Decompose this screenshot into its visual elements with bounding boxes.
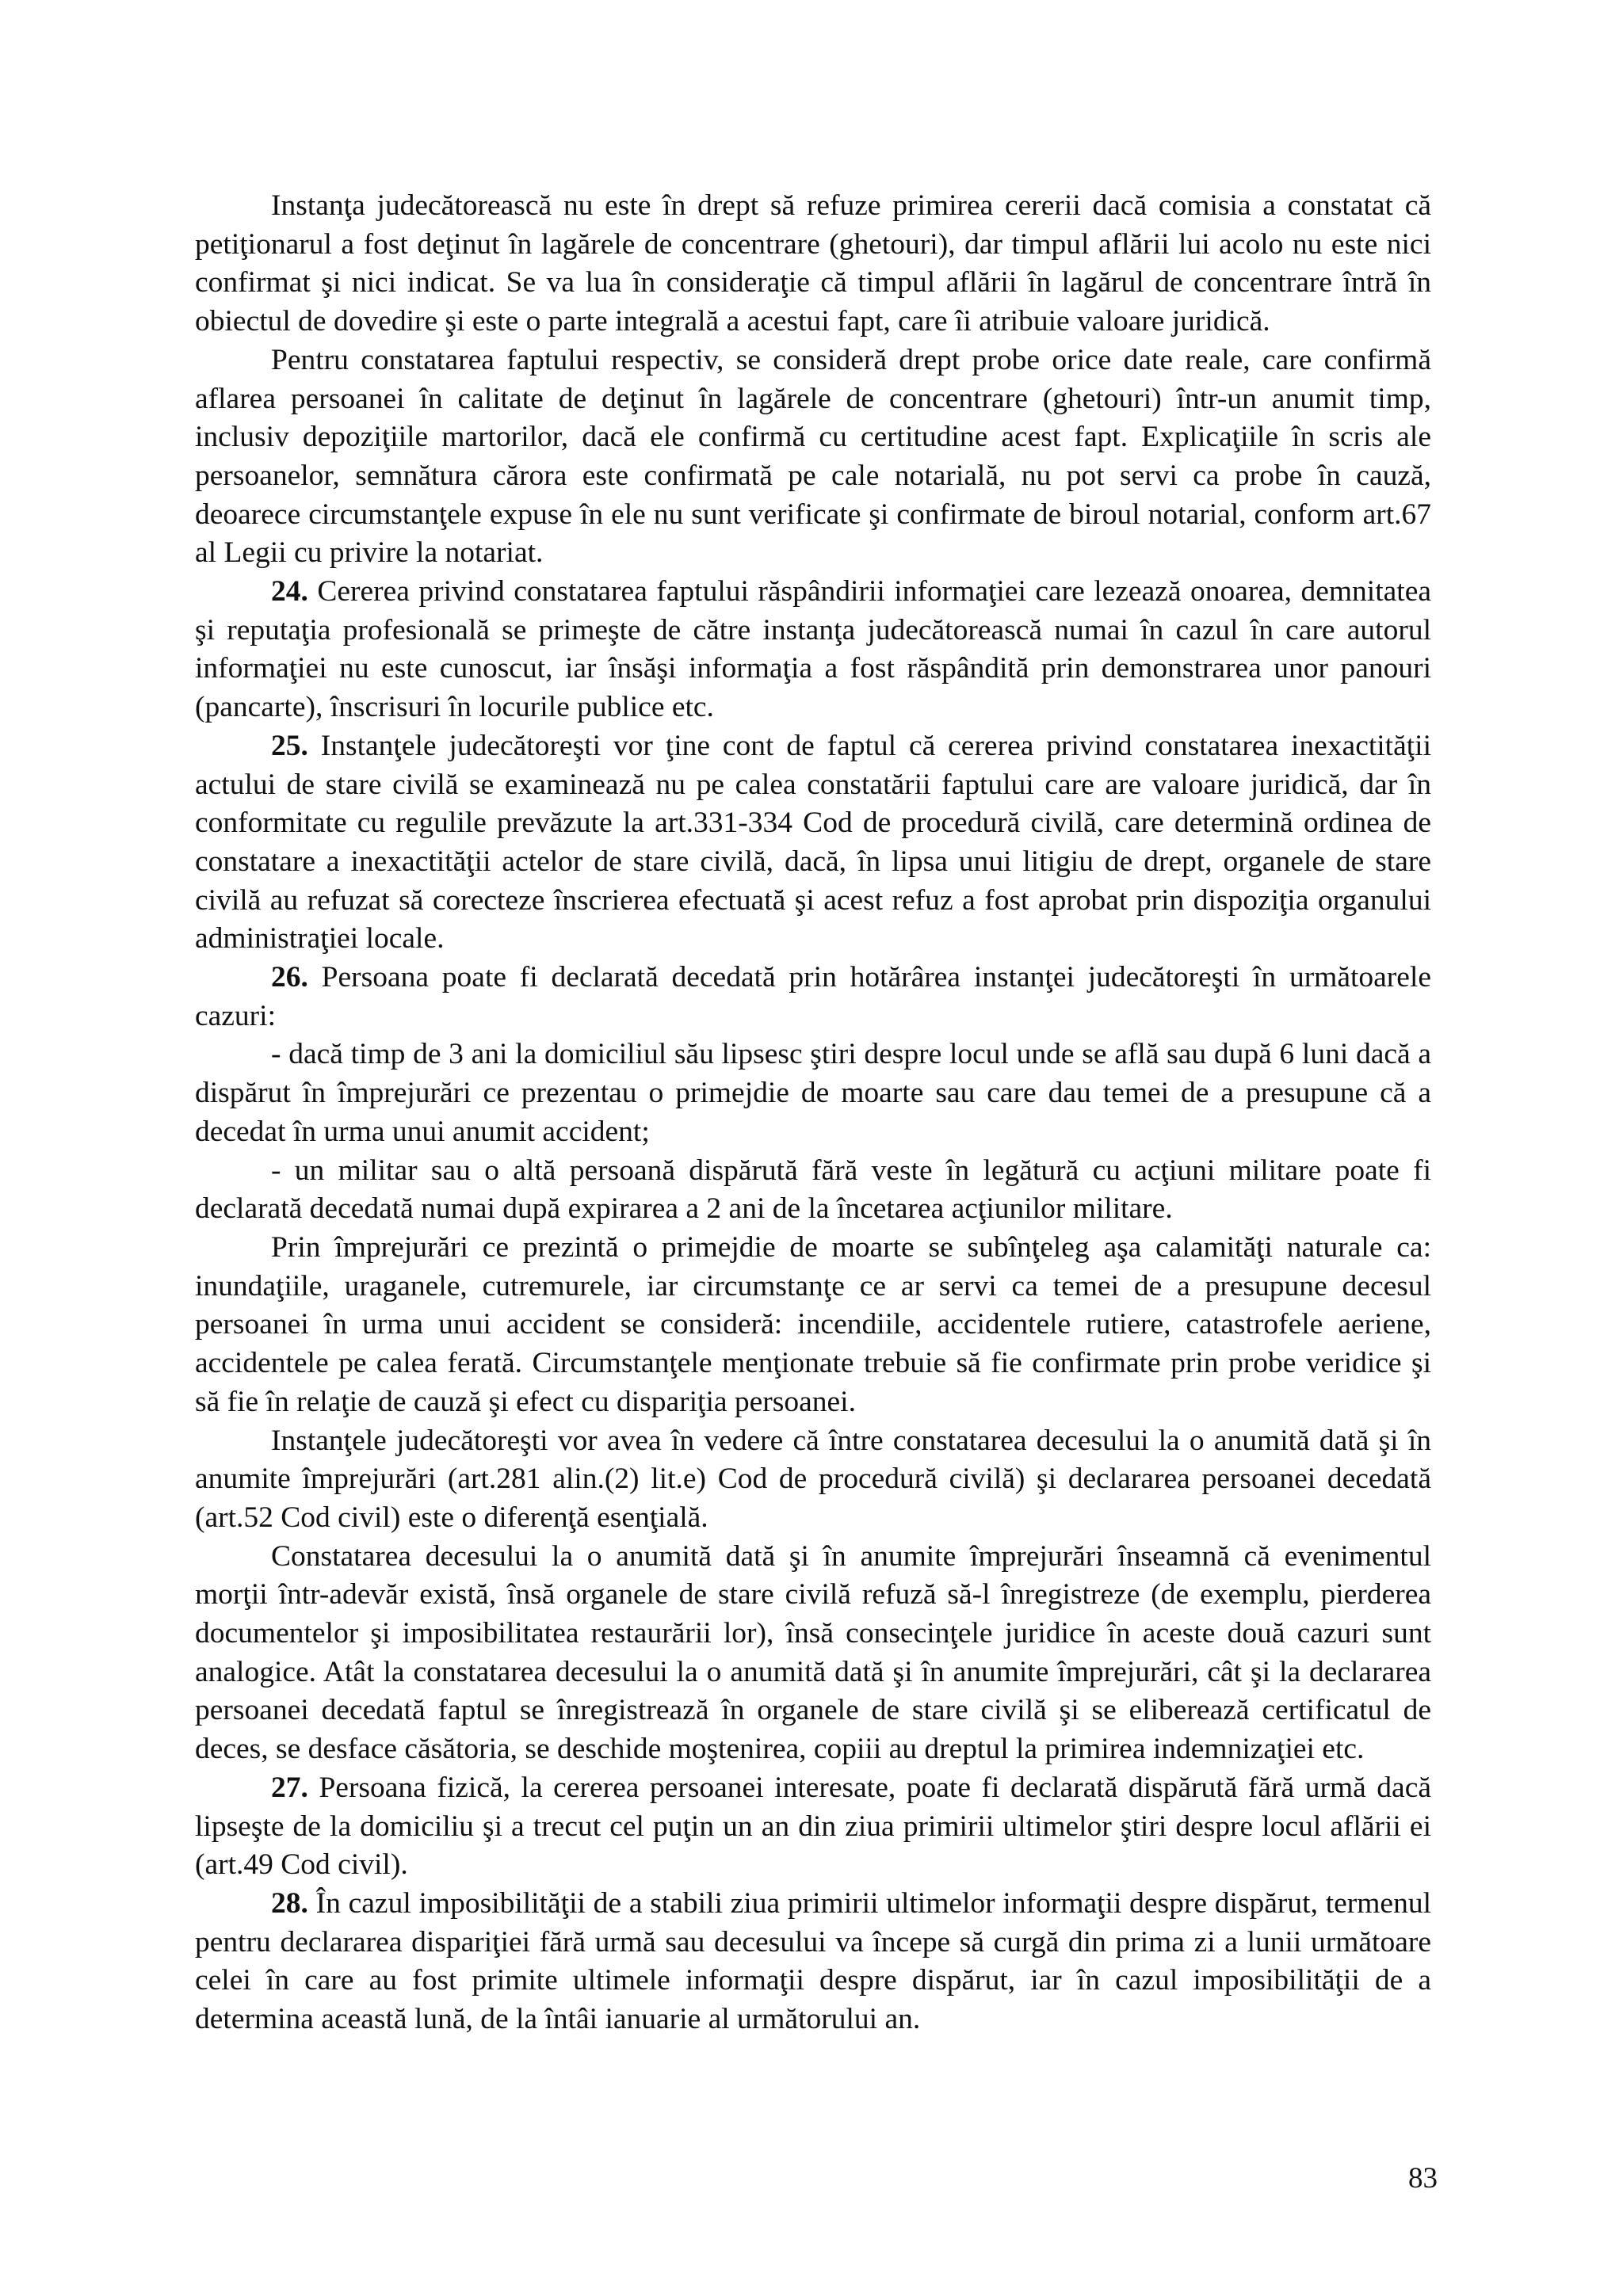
paragraph-text: Instanţele judecătoreşti vor avea în vedere că între constatarea decesului la o anumită dată şi în anumite împrejurări (art.281 alin.(2) lit.e) Cod de procedură civilă) şi declararea persoanei decedată (art.52 Cod civil) este o diferenţă esenţială. bbox=[195, 1424, 1431, 1534]
paragraph-text: - un militar sau o altă persoană dispărută fără veste în legătură cu acţiuni militare poate fi declarată decedată numai după expirarea a 2 ani de la încetarea acţiunilor militare. bbox=[195, 1154, 1431, 1226]
paragraph-27 bbox=[195, 1769, 1431, 1885]
paragraph-text: Instanţele judecătoreşti vor ţine cont de faptul că cererea privind constatarea inexactităţii actului de stare civilă se examinează nu pe calea constatării faptului care are valoare juridică, dar în conformitate cu regulile prevăzute la art.331-334 Cod de procedură civilă, care determină ordinea de constatare a inexactităţii actelor de stare civilă, dacă, în lipsa unui litigiu de drept, organele de stare civilă au refuzat să corecteze înscrierea efectuată şi acest refuz a fost aprobat prin dispoziţia organului administraţiei locale. bbox=[195, 729, 1431, 955]
paragraph-text: Constatarea decesului la o anumită dată şi în anumite împrejurări înseamnă că evenimentul morţii într-adevăr există, însă organele de stare civilă refuză să-l înregistreze (de exemplu, pierderea documentelor şi imposibilitatea restaurării lor), însă consecinţele juridice în aceste două cazuri sunt analogice. Atât la constatarea decesului la o anumită dată şi în anumite împrejurări, cât şi la declararea persoanei decedată faptul se înregistrează în organele de stare civilă şi se eliberează certificatul de deces, se desface căsătoria, se deschide moştenirea, copiii au dreptul la primirea indemnizaţiei etc. bbox=[195, 1539, 1431, 1766]
paragraph-text: Instanţa judecătorească nu este în drept să refuze primirea cererii dacă comisia a constatat că petiţionarul a fost deţinut în lagărele de concentrare (ghetouri), dar timpul aflării lui acolo nu este nici confirmat şi nici indicat. Se va lua în consideraţie că timpul aflării în lagărul de concentrare întră în obiectul de dovedire şi este o parte integrală a acestui fapt, care îi atribuie valoare juridică. bbox=[195, 189, 1431, 338]
paragraph-26 bbox=[195, 959, 1431, 1035]
paragraph-text: Cererea privind constatarea faptului răspândirii informaţiei care lezează onoarea, demnitatea şi reputaţia profesională se primeşte de către instanţa judecătorească numai în cazul în care autorul informaţiei nu este cunoscut, iar însăşi informaţia a fost răspândită prin demonstrarea unor panouri (pancarte), înscrisuri în locurile publice etc. bbox=[195, 575, 1431, 724]
paragraph-24 bbox=[195, 573, 1431, 727]
paragraph-number: 24. bbox=[271, 575, 308, 608]
paragraph-28 bbox=[195, 1885, 1431, 2039]
paragraph-text: Pentru constatarea faptului respectiv, se consideră drept probe orice date reale, care confirmă aflarea persoanei în calitate de deţinut în lagărele de concentrare (ghetouri) într-un anumit timp, inclusiv depoziţiile martorilor, dacă ele confirmă cu certitudine acest fapt. Explicaţiile în scris ale persoanelor, semnătura cărora este confirmată pe cale notarială, nu pot servi ca probe în cauză, deoarece circumstanţele expuse în ele nu sunt verificate şi confirmate de biroul notarial, conform art.67 al Legii cu privire la notariat. bbox=[195, 343, 1431, 570]
list-item bbox=[195, 1152, 1431, 1229]
paragraph bbox=[195, 1422, 1431, 1538]
document-body bbox=[195, 187, 1431, 2039]
paragraph-text: În cazul imposibilităţii de a stabili ziua primirii ultimelor informaţii despre dispărut, termenul pentru declararea dispariţiei fără urmă sau decesului va începe să curgă din prima zi a lunii următoare celei în care au fost primite ultimele informaţii despre dispărut, iar în cazul imposibilităţii de a determina această lună, de la întâi ianuarie al următorului an. bbox=[195, 1886, 1431, 2036]
paragraph bbox=[195, 341, 1431, 573]
paragraph-number: 26. bbox=[271, 961, 308, 994]
paragraph-text: - dacă timp de 3 ani la domiciliul său lipsesc ştiri despre locul unde se află sau după 6 luni dacă a dispărut în împrejurări ce prezentau o primejdie de moarte sau care dau temei de a presupune că a decedat în urma unui anumit accident; bbox=[195, 1038, 1431, 1148]
paragraph-number: 25. bbox=[271, 729, 308, 762]
list-item bbox=[195, 1035, 1431, 1151]
paragraph-text: Prin împrejurări ce prezintă o primejdie de moarte se subînţeleg aşa calamităţi naturale ca: inundaţiile, uraganele, cutremurele, iar circumstanţe ce ar servi ca temei de a presupune decesul persoanei în urma unui accident se consideră: incendiile, accidentele rutiere, catastrofele aeriene, accidentele pe calea ferată. Circumstanţele menţionate trebuie să fie confirmate prin probe veridice şi să fie în relaţie de cauză şi efect cu dispariţia persoanei. bbox=[195, 1230, 1431, 1418]
page-number: 83 bbox=[1408, 2162, 1438, 2195]
paragraph bbox=[195, 1538, 1431, 1769]
paragraph-number: 27. bbox=[271, 1771, 308, 1804]
paragraph-25 bbox=[195, 727, 1431, 959]
paragraph bbox=[195, 1229, 1431, 1422]
paragraph-number: 28. bbox=[271, 1886, 308, 1920]
paragraph-text: Persoana poate fi declarată decedată prin hotărârea instanţei judecătoreşti în următoarele cazuri: bbox=[195, 961, 1432, 1032]
paragraph bbox=[195, 187, 1431, 341]
paragraph-text: Persoana fizică, la cererea persoanei interesate, poate fi declarată dispărută fără urmă dacă lipseşte de la domiciliu şi a trecut cel puţin un an din ziua primirii ultimelor ştiri despre locul aflării ei (art.49 Cod civil). bbox=[195, 1771, 1431, 1882]
